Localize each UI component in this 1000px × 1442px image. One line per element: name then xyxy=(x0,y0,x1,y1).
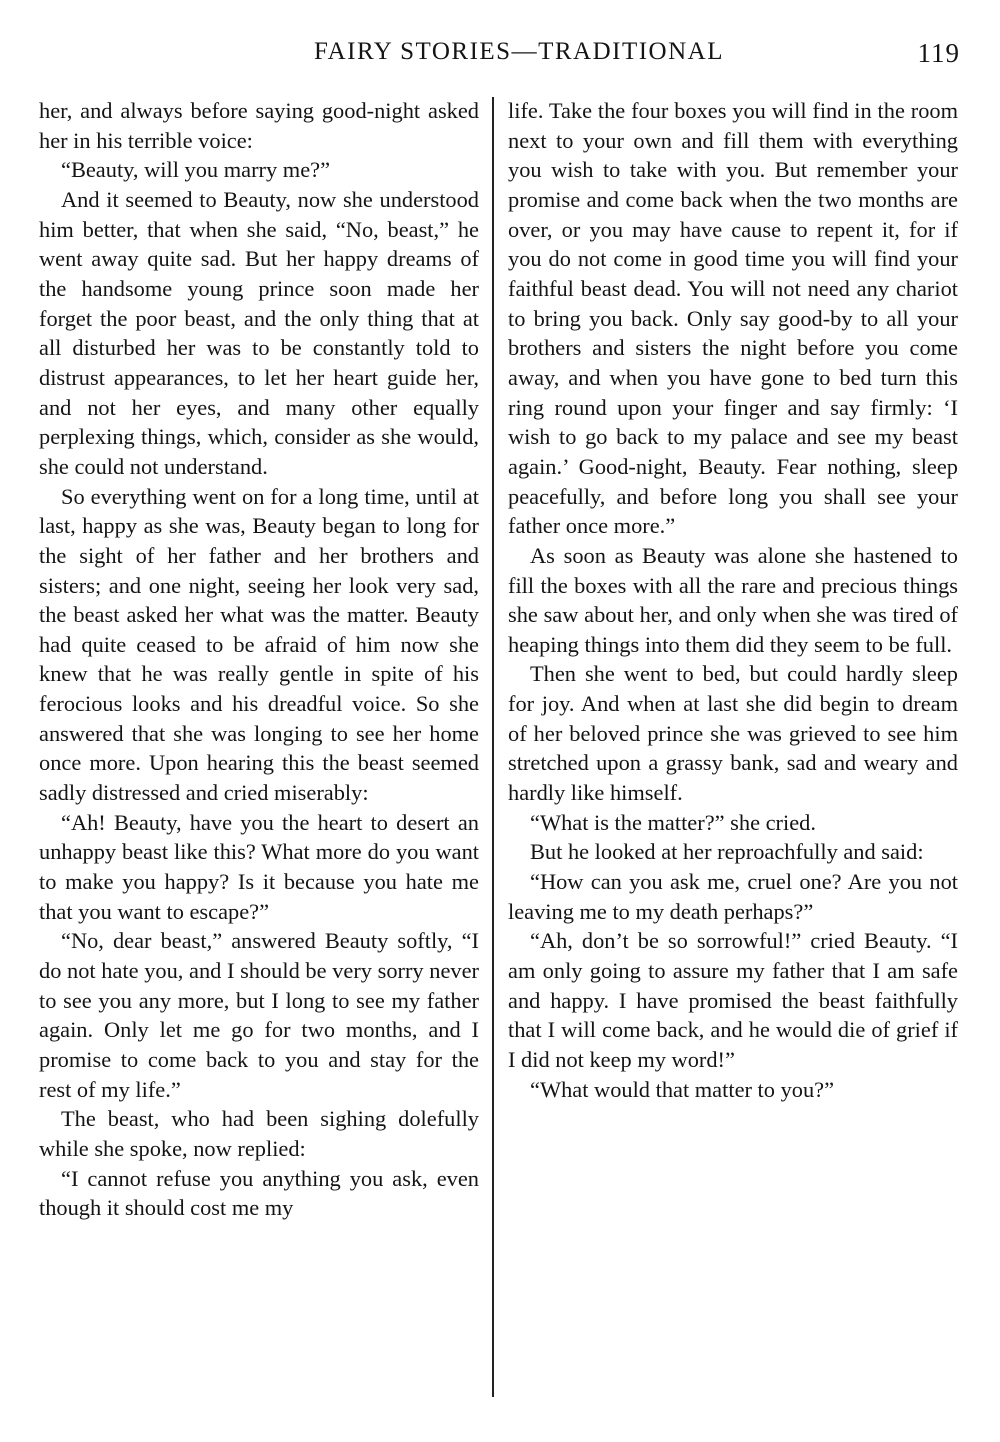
paragraph: As soon as Beauty was alone she hastened to fill the boxes with all the rare and precious things she saw about her, and only when she was tired of heaping things into them did they seem to be full. xyxy=(508,542,958,657)
paragraph: “What would that matter to you?” xyxy=(530,1076,835,1102)
page-number: 119 xyxy=(917,38,960,68)
paragraph: “Ah! Beauty, have you the heart to desert an unhappy beast like this? What more do you want to make you happy? Is it because you hate me that you want to escape?” xyxy=(39,809,479,924)
left-column xyxy=(39,96,479,1223)
paragraph: her, and always before saying good-night asked her in his terrible voice: xyxy=(39,98,479,153)
right-column xyxy=(508,96,958,1104)
paragraph: And it seemed to Beauty, now she understood him better, that when she said, “No, beast,” he went away quite sad. But her happy dreams of the handsome young prince soon made her forget the poor beast, and the only thing that at all disturbed her was to be constantly told to distrust appearances, to let her heart guide her, and not her eyes, and many other equally perplexing things, which, consider as she would, she could not understand. xyxy=(39,186,479,479)
page-header xyxy=(38,30,960,80)
paragraph: “No, dear beast,” answered Beauty softly, “I do not hate you, and I should be very sorry never to see you any more, but I long to see my father again. Only let me go for two months, and I promise to come back to you and stay for the rest of my life.” xyxy=(39,928,479,1102)
paragraph: The beast, who had been sighing dolefully while she spoke, now replied: xyxy=(39,1106,479,1161)
running-title: FAIRY STORIES—TRADITIONAL xyxy=(314,38,724,65)
paragraph: So everything went on for a long time, until at last, happy as she was, Beauty began to long for the sight of her father and her brothers and sisters; and one night, seeing her look very sad, the beast asked her what was the matter. Beauty had quite ceased to be afraid of him now she knew that he was really gentle in spite of his ferocious looks and his dreadful voice. So she answered that she was longing to see her home once more. Upon hearing this the beast seemed sadly distressed and cried miserably: xyxy=(39,483,479,806)
paragraph: “I cannot refuse you anything you ask, even though it should cost me my xyxy=(39,1165,479,1221)
paragraph: “Beauty, will you marry me?” xyxy=(61,157,331,183)
paragraph: But he looked at her reproachfully and said: xyxy=(530,839,924,865)
paragraph: “Ah, don’t be so sorrowful!” cried Beauty. “I am only going to assure my father that I am safe and happy. I have promised the beast faithfully that I will come back, and he would die of grief if I did not keep my word!” xyxy=(508,928,958,1072)
paragraph: Then she went to bed, but could hardly sleep for joy. And when at last she did begin to dream of her beloved prince she was grieved to see him stretched upon a grassy bank, sad and weary and hardly like himself. xyxy=(508,661,958,806)
paragraph: “What is the matter?” she cried. xyxy=(530,809,816,835)
paragraph: “How can you ask me, cruel one? Are you not leaving me to my death perhaps?” xyxy=(508,869,958,924)
column-divider xyxy=(492,97,494,1397)
paragraph: life. Take the four boxes you will find in the room next to your own and fill them with everything you wish to take with you. But remember your promise and come back when the two months are over, or you may have cause to repent it, for if you do not come in good time you will find your faithful beast dead. You will not need any chariot to bring you back. Only say good-by to all your brothers and sisters the night before you come away, and when you have gone to bed turn this ring round upon your finger and say firmly: ‘I wish to go back to my palace and see my beast again.’ Good-night, Beauty. Fear nothing, sleep peacefully, and before long you shall see your father once more.” xyxy=(508,98,958,539)
